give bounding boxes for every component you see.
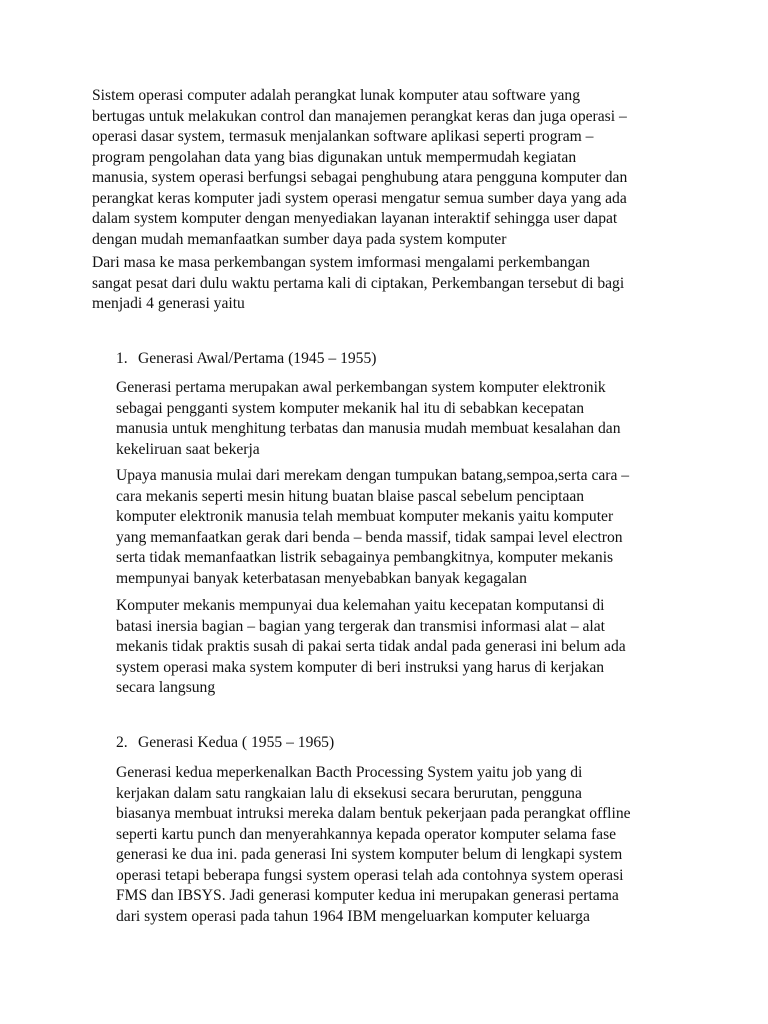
section-2-number: 2. xyxy=(116,734,128,751)
text-line: sangat pesat dari dulu waktu pertama kali di ciptakan, Perkembangan tersebut di bagi xyxy=(92,274,625,292)
section-2-title: Generasi Kedua ( 1955 – 1965) xyxy=(138,734,335,751)
text-line: seperti kartu punch dan menyerahkannya kepada operator komputer selama fase xyxy=(116,825,617,843)
text-line: generasi ke dua ini. pada generasi Ini system komputer belum di lengkapi system xyxy=(116,846,623,863)
text-line: serta tidak memanfaatkan listrik sebagainya pembangkitnya, komputer mekanis xyxy=(116,549,614,566)
text-line: program pengolahan data yang bias digunakan untuk mempermudah kegiatan xyxy=(92,148,577,166)
text-line: dalam system komputer dengan menyediakan layanan interaktif sehingga user dapat xyxy=(92,210,618,227)
text-line: yang memanfaatkan gerak dari benda – benda massif, tidak sampai level electron xyxy=(116,528,623,546)
text-line: kerjakan dalam satu rangkaian lalu di eksekusi secara berurutan, pengguna xyxy=(116,784,582,802)
text-line: Komputer mekanis mempunyai dua kelemahan yaitu kecepatan komputansi di xyxy=(116,597,605,614)
text-line: operasi tetapi beberapa fungsi system operasi telah ada contohnya system operasi xyxy=(116,866,624,884)
text-line: Dari masa ke masa perkembangan system imformasi mengalami perkembangan xyxy=(92,254,590,271)
section-1-paragraph-2 xyxy=(116,466,686,589)
text-line: menjadi 4 generasi yaitu xyxy=(92,295,245,312)
text-line: secara langsung xyxy=(116,679,216,696)
text-line: sebagai pengganti system komputer mekanik hal itu di sebabkan kecepatan xyxy=(116,399,585,417)
text-line: Generasi kedua meperkenalkan Bacth Processing System yaitu job yang di xyxy=(116,764,583,781)
text-line: mekanis tidak praktis susah di pakai serta tidak andal pada generasi ini belum ada xyxy=(116,638,626,655)
text-line: dengan mudah memanfaatkan sumber daya pada system komputer xyxy=(92,230,507,248)
section-1-paragraph-3 xyxy=(116,596,686,699)
text-line: bertugas untuk melakukan control dan manajemen perangkat keras dan juga operasi – xyxy=(92,107,627,125)
section-1-paragraph-1 xyxy=(116,378,686,460)
section-2-paragraph-1 xyxy=(116,763,686,927)
text-line: manusia, system operasi berfungsi sebagai penghubung atara pengguna komputer dan xyxy=(92,169,628,186)
intro-paragraph-2 xyxy=(92,253,682,315)
text-line: dari system operasi pada tahun 1964 IBM mengeluarkan komputer keluarga xyxy=(116,907,590,925)
intro-paragraph xyxy=(92,86,682,250)
text-line: Generasi pertama merupakan awal perkembangan system komputer elektronik xyxy=(116,379,606,396)
text-line: biasanya membuat intruksi mereka dalam bentuk pekerjaan pada perangkat offline xyxy=(116,805,631,822)
section-1-number: 1. xyxy=(116,350,128,367)
text-line: manusia untuk menghitung terbatas dan manusia mudah membuat kesalahan dan xyxy=(116,420,621,437)
section-1-heading xyxy=(116,349,676,370)
text-line: perangkat keras komputer jadi system operasi mengatur semua sumber daya yang ada xyxy=(92,189,627,207)
text-line: cara mekanis seperti mesin hitung buatan blaise pascal sebelum penciptaan xyxy=(116,487,585,505)
section-2-heading xyxy=(116,733,676,754)
text-line: operasi dasar system, termasuk menjalankan software aplikasi seperti program – xyxy=(92,128,594,145)
text-line: FMS dan IBSYS. Jadi generasi komputer kedua ini merupakan generasi pertama xyxy=(116,887,619,904)
text-line: system operasi maka system komputer di beri instruksi yang harus di kerjakan xyxy=(116,658,605,676)
text-line: komputer elektronik manusia telah membuat komputer mekanis yaitu komputer xyxy=(116,508,614,525)
text-line: mempunyai banyak keterbatasan menyebabkan banyak kegagalan xyxy=(116,569,527,587)
section-1-title: Generasi Awal/Pertama (1945 – 1955) xyxy=(138,350,377,367)
text-line: Sistem operasi computer adalah perangkat lunak komputer atau software yang xyxy=(92,87,581,104)
text-line: batasi inersia bagian – bagian yang tergerak dan transmisi informasi alat – alat xyxy=(116,617,606,635)
text-line: kekeliruan saat bekerja xyxy=(116,440,260,458)
text-line: Upaya manusia mulai dari merekam dengan tumpukan batang,sempoa,serta cara – xyxy=(116,467,630,484)
